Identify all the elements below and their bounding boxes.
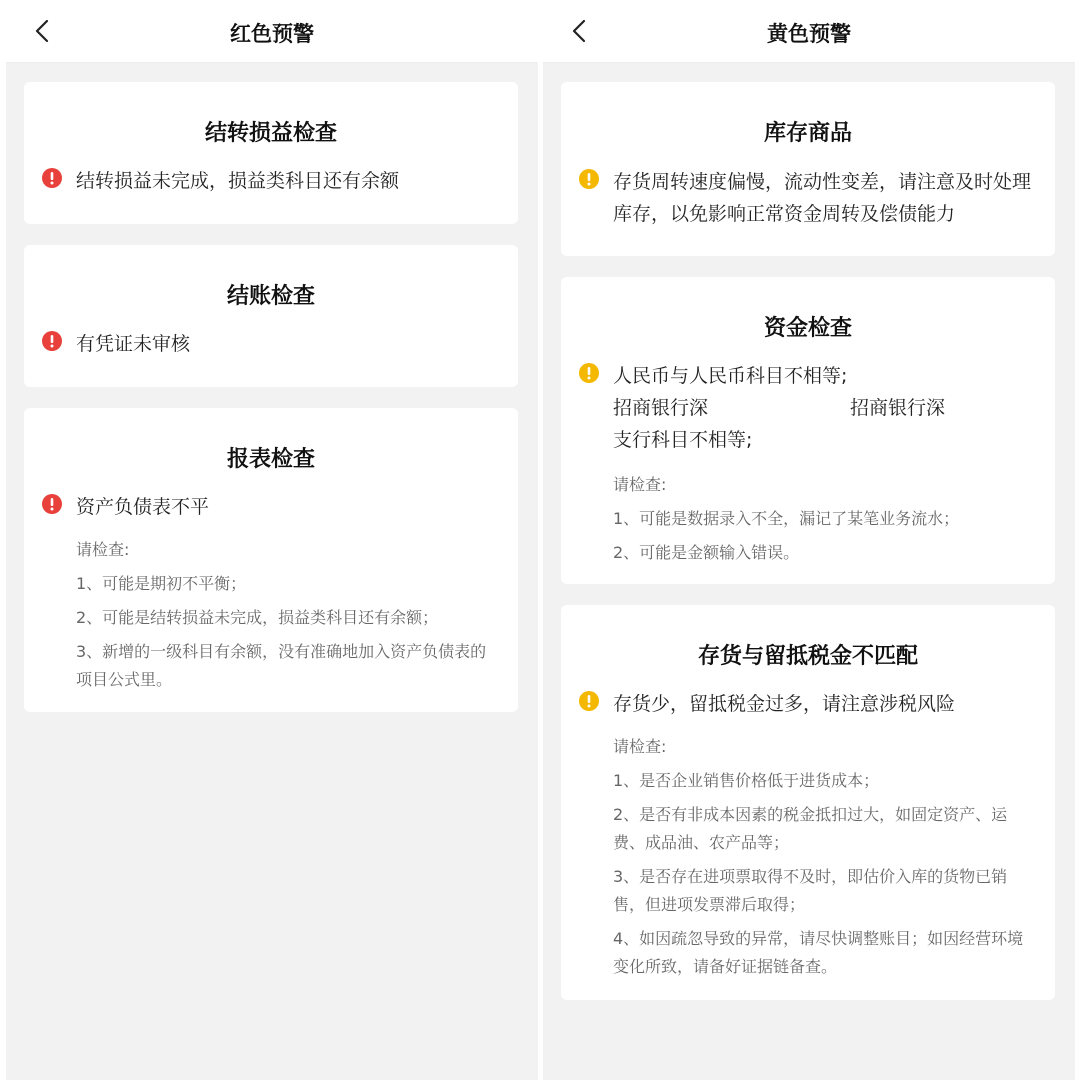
hint-title: 请检查: xyxy=(613,475,667,494)
check-card-carry-over xyxy=(24,82,518,224)
bank-name-text: 招商银行深 xyxy=(613,397,709,419)
redacted-block xyxy=(708,398,850,420)
top-bar xyxy=(6,0,538,63)
hint-block xyxy=(613,471,1033,573)
hint-title: 请检查: xyxy=(76,540,130,559)
hint-line: 2、可能是结转损益未完成，损益类科目还有余额； xyxy=(76,608,439,627)
issue-line: 人民币与人民币科目不相等; xyxy=(613,365,848,387)
issue-line: 支行科目不相等; xyxy=(613,429,753,451)
exclamation-circle-red-icon xyxy=(42,168,62,188)
check-card-closing xyxy=(24,245,518,387)
check-card-inventory-tax xyxy=(561,605,1055,1000)
check-card-report xyxy=(24,408,518,712)
page-title: 黄色预警 xyxy=(767,22,851,46)
exclamation-circle-red-icon xyxy=(42,494,62,514)
check-card-inventory xyxy=(561,82,1055,256)
card-title: 报表检查 xyxy=(226,447,315,472)
exclamation-circle-red-icon xyxy=(42,331,62,351)
exclamation-circle-yellow-icon xyxy=(579,691,599,711)
hint-line: 1、可能是数据录入不全，漏记了某笔业务流水； xyxy=(613,509,960,528)
hint-title: 请检查: xyxy=(613,737,667,756)
hint-line: 4、如因疏忽导致的异常，请尽快调整账目；如因经营环境变化所致，请备好证据链备查。 xyxy=(613,929,1024,976)
card-title: 库存商品 xyxy=(763,121,852,146)
top-bar xyxy=(543,0,1075,63)
hint-line: 2、是否有非成本因素的税金抵扣过大，如固定资产、运费、成品油、农产品等； xyxy=(613,805,1008,852)
check-card-funds xyxy=(561,277,1055,584)
issue-item xyxy=(579,688,1031,720)
hint-line: 2、可能是金额输入错误。 xyxy=(613,543,800,562)
issue-line xyxy=(613,392,1031,424)
card-title: 资金检查 xyxy=(763,316,852,341)
issue-text: 有凭证未审核 xyxy=(76,333,191,355)
issue-text: 存货少，留抵税金过多，请注意涉税风险 xyxy=(613,693,956,715)
issue-item xyxy=(42,491,494,523)
issue-text: 结转损益未完成，损益类科目还有余额 xyxy=(76,170,400,192)
exclamation-circle-yellow-icon xyxy=(579,169,599,189)
issue-item xyxy=(579,360,1031,456)
hint-line: 3、新增的一级科目有余额，没有准确地加入资产负债表的项目公式里。 xyxy=(76,642,487,689)
issue-item xyxy=(42,165,494,197)
issue-text xyxy=(613,360,1031,456)
hint-block xyxy=(76,536,496,700)
yellow-alert-panel xyxy=(543,0,1075,1080)
exclamation-circle-yellow-icon xyxy=(579,363,599,383)
hint-block xyxy=(613,733,1033,987)
issue-item xyxy=(579,166,1031,230)
issue-text: 资产负债表不平 xyxy=(76,496,210,518)
issue-item xyxy=(42,328,494,360)
hint-line: 1、是否企业销售价格低于进货成本； xyxy=(613,771,880,790)
red-alert-panel xyxy=(6,0,538,1080)
page-title: 红色预警 xyxy=(230,22,314,46)
card-title: 结账检查 xyxy=(226,284,315,309)
bank-name-text: 招商银行深 xyxy=(850,397,946,419)
hint-line: 1、可能是期初不平衡； xyxy=(76,574,247,593)
card-title: 结转损益检查 xyxy=(204,121,337,146)
hint-line: 3、是否存在进项票取得不及时，即估价入库的货物已销售，但进项发票滞后取得； xyxy=(613,867,1008,914)
issue-text: 存货周转速度偏慢，流动性变差，请注意及时处理库存，以免影响正常资金周转及偿债能力 xyxy=(613,171,1032,225)
card-title: 存货与留抵税金不匹配 xyxy=(697,644,918,669)
